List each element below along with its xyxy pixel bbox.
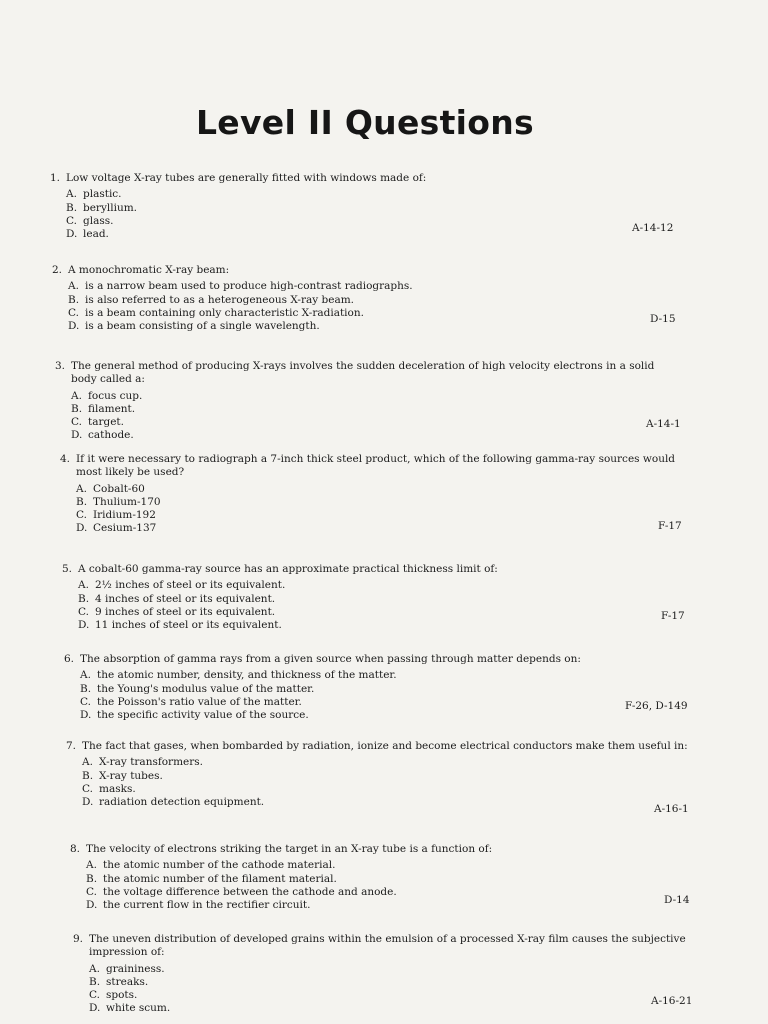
question-text: The uneven distribution of developed grains within the emulsion of a processed X-ray film causes the subjective impression of: [89,933,686,959]
option-letter: A. [86,859,97,872]
question-text: A cobalt-60 gamma-ray source has an approximate practical thickness limit of: [78,563,498,575]
option-letter: B. [76,495,88,508]
question-4 [60,453,685,536]
option-letter: C. [80,695,91,708]
option-letter: B. [80,682,92,695]
question-text: The general method of producing X-rays involves the sudden deceleration of high velocity electrons in a solid body called a: [71,360,655,386]
answer-options [86,859,650,912]
answer-option-a [86,859,650,872]
option-letter: C. [86,885,97,898]
option-text: cathode. [88,429,134,442]
question-number: 5. [62,563,73,575]
answer-option-c [78,606,662,619]
option-letter: A. [66,188,77,201]
option-letter: D. [78,619,90,632]
answer-option-d [76,522,685,535]
question-number: 6. [64,653,75,665]
answer-option-b [78,593,662,606]
answer-option-a [71,390,665,403]
option-letter: D. [68,320,80,333]
option-letter: A. [80,669,91,682]
option-letter: A. [68,280,79,293]
question-5 [62,563,662,632]
answer-option-c [76,509,685,522]
question-number: 8. [70,843,81,855]
question-stem [73,933,693,960]
answer-option-a [66,188,620,201]
option-letter: D. [76,522,88,535]
option-letter: C. [82,782,93,795]
option-text: 4 inches of steel or its equivalent. [95,592,276,605]
page-title: Level II Questions [195,103,534,142]
answer-option-d [66,228,620,241]
option-text: Cesium-137 [93,522,157,535]
answer-options [80,669,664,722]
option-letter: D. [89,1002,101,1015]
option-text: X-ray transformers. [99,756,203,769]
option-letter: C. [68,306,79,319]
answer-option-b [68,294,622,307]
option-text: the Young's modulus value of the matter. [97,682,315,695]
answer-options [78,579,662,632]
question-stem [66,740,691,753]
answer-option-a [68,280,622,293]
answer-option-b [82,770,691,783]
option-text: the voltage difference between the cathode and anode. [103,885,397,898]
answer-option-d [80,709,664,722]
option-letter: B. [71,402,83,415]
question-3 [55,360,665,443]
option-letter: B. [68,293,80,306]
option-text: is a beam consisting of a single wavelength. [85,320,320,333]
option-text: radiation detection equipment. [99,796,265,809]
answer-option-b [86,873,650,886]
answer-option-d [78,619,662,632]
option-text: the specific activity value of the source. [97,709,309,722]
option-text: is also referred to as a heterogeneous X-ray beam. [85,293,355,306]
question-text: The absorption of gamma rays from a given source when passing through matter depends on: [80,653,581,665]
question-stem [60,453,685,480]
option-letter: B. [89,975,101,988]
answer-option-a [82,756,691,769]
reference-code: F-17 [661,610,685,622]
option-letter: D. [86,899,98,912]
question-8 [70,843,650,912]
question-stem [64,653,664,666]
option-text: 2½ inches of steel or its equivalent. [95,579,286,592]
question-text: The velocity of electrons striking the target in an X-ray tube is a function of: [86,843,493,855]
answer-option-d [86,899,650,912]
option-text: spots. [106,989,138,1002]
question-number: 4. [60,453,71,465]
option-letter: A. [76,482,87,495]
answer-option-c [71,416,665,429]
option-text: glass. [83,214,114,227]
question-number: 3. [55,360,66,372]
reference-code: A-16-1 [654,803,689,815]
question-7 [66,740,691,809]
option-text: Thulium-170 [93,495,161,508]
answer-option-d [82,796,691,809]
answer-option-d [71,429,665,442]
answer-options [76,483,685,536]
option-text: filament. [88,402,136,415]
option-text: target. [88,416,124,429]
answer-option-c [80,696,664,709]
option-text: Iridium-192 [93,509,156,522]
question-2 [52,264,622,333]
option-letter: D. [71,429,83,442]
answer-option-d [89,1002,693,1015]
answer-option-c [66,215,620,228]
option-text: lead. [83,228,109,241]
reference-code: A-14-1 [646,418,681,430]
reference-code: D-14 [664,894,690,906]
question-number: 2. [52,264,63,276]
option-text: 9 inches of steel or its equivalent. [95,605,276,618]
answer-option-b [71,403,665,416]
option-text: beryllium. [83,201,138,214]
answer-option-b [89,976,693,989]
answer-option-c [89,989,693,1002]
option-letter: B. [66,201,78,214]
option-letter: A. [78,579,89,592]
option-letter: C. [71,416,82,429]
answer-options [82,756,691,809]
question-9 [73,933,693,1016]
answer-options [66,188,620,241]
option-letter: C. [66,214,77,227]
answer-options [68,280,622,333]
question-text: The fact that gases, when bombarded by radiation, ionize and become electrical conductors make them useful in: [82,740,688,752]
answer-option-b [76,496,685,509]
reference-code: D-15 [650,313,676,325]
option-text: plastic. [83,188,122,201]
answer-option-c [86,886,650,899]
option-letter: B. [78,592,90,605]
question-stem [50,172,620,185]
reference-code: A-16-21 [651,995,693,1007]
option-letter: C. [76,509,87,522]
option-letter: A. [71,389,82,402]
option-text: focus cup. [88,389,143,402]
option-text: Cobalt-60 [93,482,145,495]
answer-option-b [80,683,664,696]
option-text: graininess. [106,962,165,975]
option-text: the Poisson's ratio value of the matter. [97,695,302,708]
question-text: If it were necessary to radiograph a 7-inch thick steel product, which of the following gamma-ray sources would most likely be used? [76,453,676,479]
option-letter: B. [82,769,94,782]
answer-option-b [66,202,620,215]
question-1 [50,172,620,241]
option-letter: C. [78,605,89,618]
option-letter: B. [86,872,98,885]
answer-option-a [89,963,693,976]
reference-code: A-14-12 [632,222,674,234]
option-text: streaks. [106,975,149,988]
answer-option-c [82,783,691,796]
answer-option-a [80,669,664,682]
option-text: the atomic number of the cathode material. [103,859,336,872]
option-text: is a beam containing only characteristic X-radiation. [85,306,364,319]
option-letter: C. [89,989,100,1002]
option-text: the current flow in the rectifier circuit. [103,899,311,912]
option-letter: D. [66,228,78,241]
answer-option-a [78,579,662,592]
question-text: Low voltage X-ray tubes are generally fitted with windows made of: [66,172,427,184]
answer-options [71,390,665,443]
reference-code: F-26, D-149 [625,700,688,712]
answer-option-a [76,483,685,496]
answer-option-c [68,307,622,320]
option-text: masks. [99,782,136,795]
question-text: A monochromatic X-ray beam: [68,264,230,276]
option-text: X-ray tubes. [99,769,163,782]
option-letter: A. [89,962,100,975]
question-6 [64,653,664,722]
question-number: 1. [50,172,61,184]
option-letter: D. [82,796,94,809]
option-letter: D. [80,709,92,722]
question-number: 7. [66,740,77,752]
option-text: is a narrow beam used to produce high-contrast radiographs. [85,280,413,293]
option-text: 11 inches of steel or its equivalent. [95,619,282,632]
option-text: the atomic number, density, and thickness of the matter. [97,669,397,682]
question-stem [55,360,665,387]
answer-options [89,963,693,1016]
question-stem [62,563,662,576]
option-text: white scum. [106,1002,171,1015]
question-number: 9. [73,933,84,945]
question-stem [70,843,650,856]
option-text: the atomic number of the filament material. [103,872,337,885]
reference-code: F-17 [658,520,682,532]
question-stem [52,264,622,277]
option-letter: A. [82,756,93,769]
answer-option-d [68,320,622,333]
